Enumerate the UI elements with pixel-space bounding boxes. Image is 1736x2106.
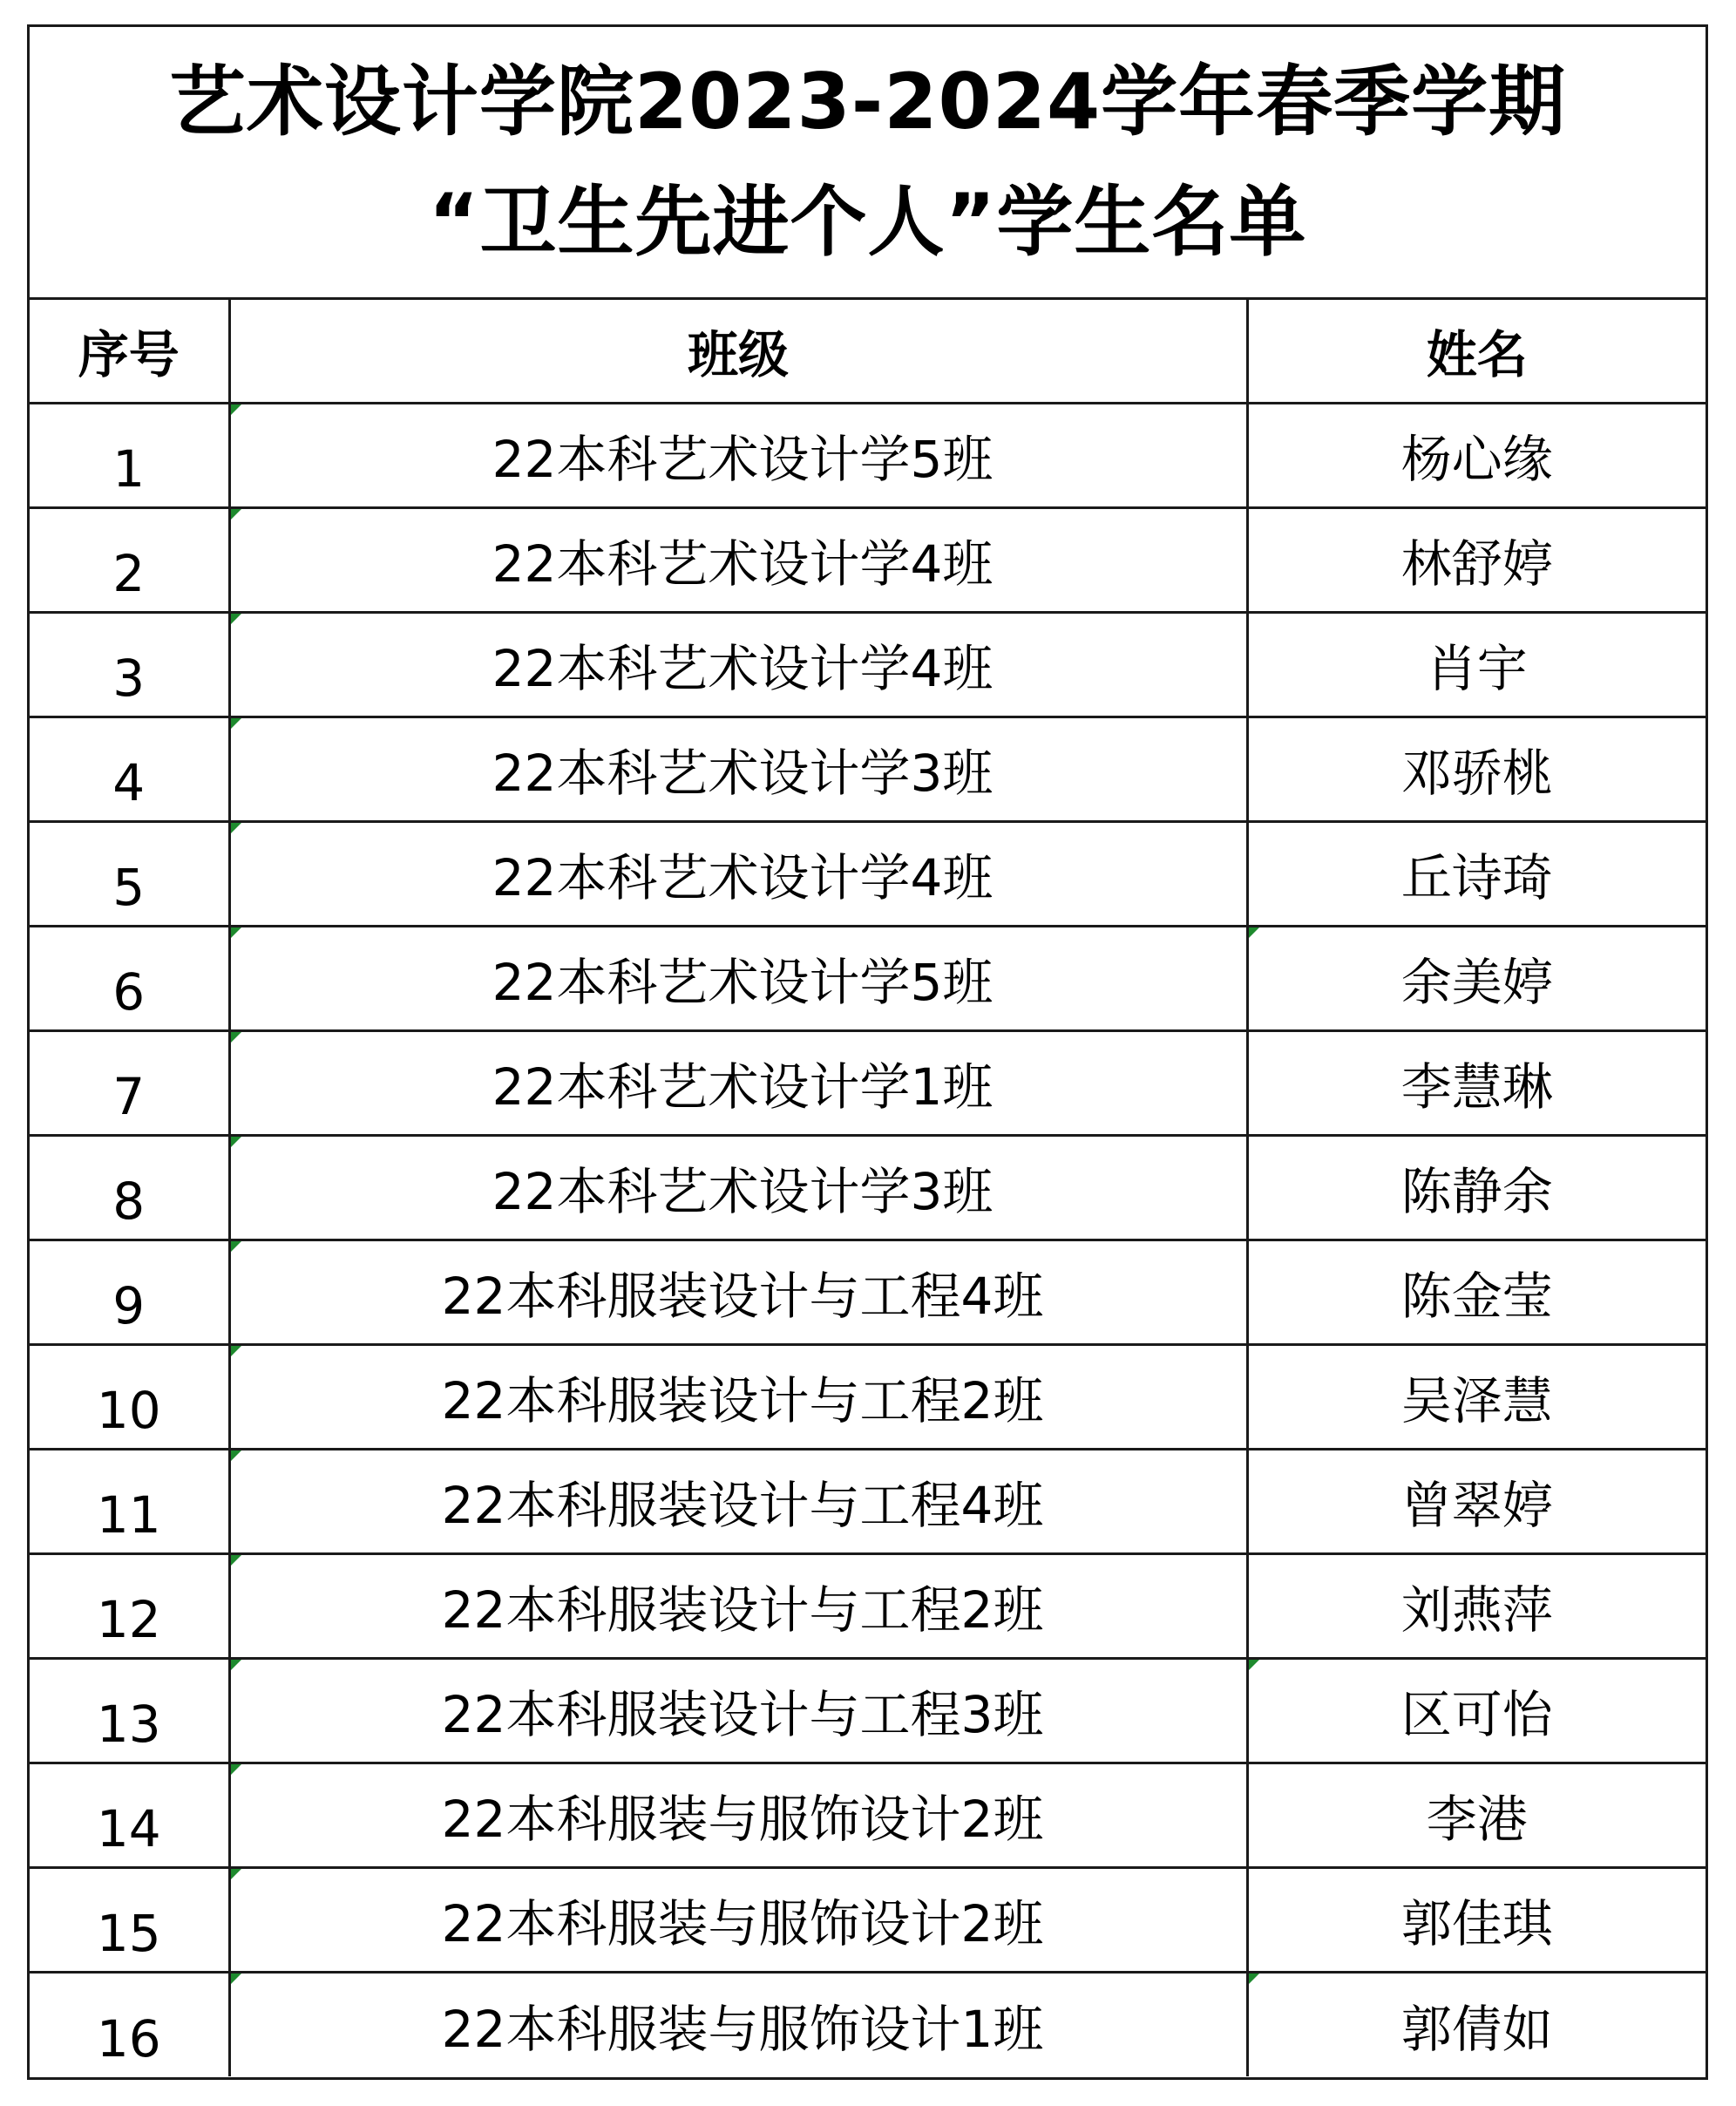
row-number-cell	[30, 1135, 229, 1240]
row-number: 5	[112, 858, 146, 917]
cell-comment-marker	[231, 1555, 241, 1566]
cell-comment-marker	[1249, 927, 1259, 938]
class-name: 22本科服装设计与工程3班	[441, 1685, 1044, 1744]
class-name: 22本科艺术设计学3班	[492, 744, 993, 803]
row-number-cell	[30, 507, 229, 612]
class-name: 22本科服装与服饰设计1班	[441, 1999, 1044, 2059]
row-number: 3	[112, 649, 146, 708]
class-cell	[229, 403, 1247, 507]
student-name: 陈静余	[1400, 1162, 1553, 1221]
student-name: 李港	[1426, 1790, 1528, 1849]
row-number-cell	[30, 821, 229, 926]
student-name-cell	[1247, 1972, 1705, 2076]
student-name-cell	[1247, 717, 1705, 821]
cell-comment-marker	[231, 1450, 241, 1461]
student-name-cell	[1247, 1344, 1705, 1449]
table-row	[30, 1240, 1705, 1344]
class-cell	[229, 1030, 1247, 1135]
row-number: 2	[112, 544, 146, 603]
table-row	[30, 403, 1705, 507]
student-name-cell	[1247, 1449, 1705, 1553]
class-name: 22本科艺术设计学3班	[492, 1162, 993, 1221]
class-cell	[229, 1553, 1247, 1658]
class-cell	[229, 1449, 1247, 1553]
student-name: 丘诗琦	[1400, 848, 1553, 907]
cell-comment-marker	[1249, 1660, 1259, 1670]
class-cell	[229, 1135, 1247, 1240]
student-name: 邓骄桃	[1400, 744, 1553, 803]
class-name: 22本科服装设计与工程4班	[441, 1267, 1044, 1326]
row-number-cell	[30, 1030, 229, 1135]
cell-comment-marker	[231, 1137, 241, 1147]
cell-comment-marker	[231, 1241, 241, 1252]
cell-comment-marker	[231, 1660, 241, 1670]
table-row	[30, 717, 1705, 821]
student-name: 林舒婷	[1400, 534, 1553, 594]
student-name-cell	[1247, 612, 1705, 717]
roster-body	[30, 403, 1705, 2076]
row-number-cell	[30, 1553, 229, 1658]
row-number-cell	[30, 1240, 229, 1344]
row-number: 4	[112, 753, 146, 812]
class-cell	[229, 1972, 1247, 2076]
class-cell	[229, 1867, 1247, 1972]
table-row	[30, 1972, 1705, 2076]
class-cell	[229, 612, 1247, 717]
class-name: 22本科艺术设计学1班	[492, 1057, 993, 1117]
roster-sheet	[27, 24, 1708, 2080]
row-number: 11	[96, 1485, 161, 1545]
class-cell	[229, 1658, 1247, 1763]
row-number-cell	[30, 1344, 229, 1449]
class-name: 22本科服装设计与工程2班	[441, 1371, 1044, 1430]
class-name: 22本科艺术设计学5班	[492, 430, 993, 489]
row-number: 9	[112, 1276, 146, 1335]
cell-comment-marker	[231, 509, 241, 520]
row-number-cell	[30, 717, 229, 821]
class-name: 22本科艺术设计学4班	[492, 639, 993, 698]
row-number-cell	[30, 612, 229, 717]
student-name: 刘燕萍	[1400, 1580, 1553, 1640]
row-number: 6	[112, 962, 146, 1022]
cell-comment-marker	[231, 404, 241, 415]
cell-comment-marker	[231, 614, 241, 624]
table-row	[30, 507, 1705, 612]
cell-comment-marker	[231, 1032, 241, 1043]
title-block	[30, 27, 1705, 300]
table-row	[30, 612, 1705, 717]
row-number: 12	[96, 1590, 161, 1649]
student-name: 肖宇	[1426, 639, 1528, 698]
cell-comment-marker	[231, 1869, 241, 1879]
class-cell	[229, 821, 1247, 926]
student-name-cell	[1247, 1030, 1705, 1135]
header-name: 姓名	[1247, 300, 1705, 403]
row-number: 15	[96, 1904, 161, 1963]
student-name: 区可怡	[1400, 1685, 1553, 1744]
class-cell	[229, 717, 1247, 821]
header-row	[30, 300, 1705, 403]
student-name-cell	[1247, 926, 1705, 1030]
cell-comment-marker	[231, 927, 241, 938]
student-roster-table	[30, 300, 1705, 2076]
class-cell	[229, 507, 1247, 612]
table-row	[30, 1030, 1705, 1135]
cell-comment-marker	[231, 1346, 241, 1356]
student-name: 郭倩如	[1400, 1999, 1553, 2059]
class-name: 22本科艺术设计学5班	[492, 953, 993, 1012]
student-name: 陈金莹	[1400, 1267, 1553, 1326]
student-name: 吴泽慧	[1400, 1371, 1553, 1430]
student-name-cell	[1247, 507, 1705, 612]
cell-comment-marker	[231, 823, 241, 833]
class-cell	[229, 1763, 1247, 1867]
row-number: 16	[96, 2008, 161, 2069]
class-name: 22本科服装与服饰设计2班	[441, 1894, 1044, 1953]
cell-comment-marker	[231, 718, 241, 729]
table-row	[30, 821, 1705, 926]
student-name: 李慧琳	[1400, 1057, 1553, 1117]
row-number-cell	[30, 1449, 229, 1553]
row-number-cell	[30, 1867, 229, 1972]
class-cell	[229, 926, 1247, 1030]
class-name: 22本科艺术设计学4班	[492, 848, 993, 907]
row-number: 13	[96, 1695, 161, 1754]
table-row	[30, 1658, 1705, 1763]
title-line-1: 艺术设计学院2023-2024学年春季学期	[168, 57, 1567, 146]
student-name-cell	[1247, 821, 1705, 926]
student-name-cell	[1247, 403, 1705, 507]
cell-comment-marker	[231, 1764, 241, 1775]
student-name-cell	[1247, 1240, 1705, 1344]
table-row	[30, 1763, 1705, 1867]
table-row	[30, 926, 1705, 1030]
table-row	[30, 1449, 1705, 1553]
class-name: 22本科服装与服饰设计2班	[441, 1790, 1044, 1849]
header-class: 班级	[229, 300, 1247, 403]
cell-comment-marker	[231, 1974, 241, 1984]
student-name: 杨心缘	[1400, 430, 1553, 489]
header-seq: 序号	[30, 300, 229, 403]
class-name: 22本科服装设计与工程2班	[441, 1580, 1044, 1640]
cell-comment-marker	[1249, 1974, 1259, 1984]
student-name-cell	[1247, 1135, 1705, 1240]
row-number: 7	[112, 1067, 146, 1126]
student-name-cell	[1247, 1658, 1705, 1763]
row-number: 14	[96, 1799, 161, 1858]
table-row	[30, 1553, 1705, 1658]
student-name: 余美婷	[1400, 953, 1553, 1012]
title-line-2: “卫生先进个人”学生名单	[428, 177, 1307, 267]
table-row	[30, 1867, 1705, 1972]
student-name: 曾翠婷	[1400, 1476, 1553, 1535]
table-row	[30, 1344, 1705, 1449]
class-cell	[229, 1240, 1247, 1344]
row-number-cell	[30, 1972, 229, 2076]
row-number-cell	[30, 403, 229, 507]
table-row	[30, 1135, 1705, 1240]
student-name-cell	[1247, 1553, 1705, 1658]
student-name-cell	[1247, 1867, 1705, 1972]
row-number-cell	[30, 1658, 229, 1763]
row-number-cell	[30, 1763, 229, 1867]
row-number-cell	[30, 926, 229, 1030]
student-name-cell	[1247, 1763, 1705, 1867]
student-name: 郭佳琪	[1400, 1894, 1553, 1953]
row-number: 1	[112, 439, 146, 499]
row-number: 8	[112, 1172, 146, 1231]
row-number: 10	[96, 1381, 161, 1440]
class-name: 22本科艺术设计学4班	[492, 534, 993, 594]
class-cell	[229, 1344, 1247, 1449]
class-name: 22本科服装设计与工程4班	[441, 1476, 1044, 1535]
